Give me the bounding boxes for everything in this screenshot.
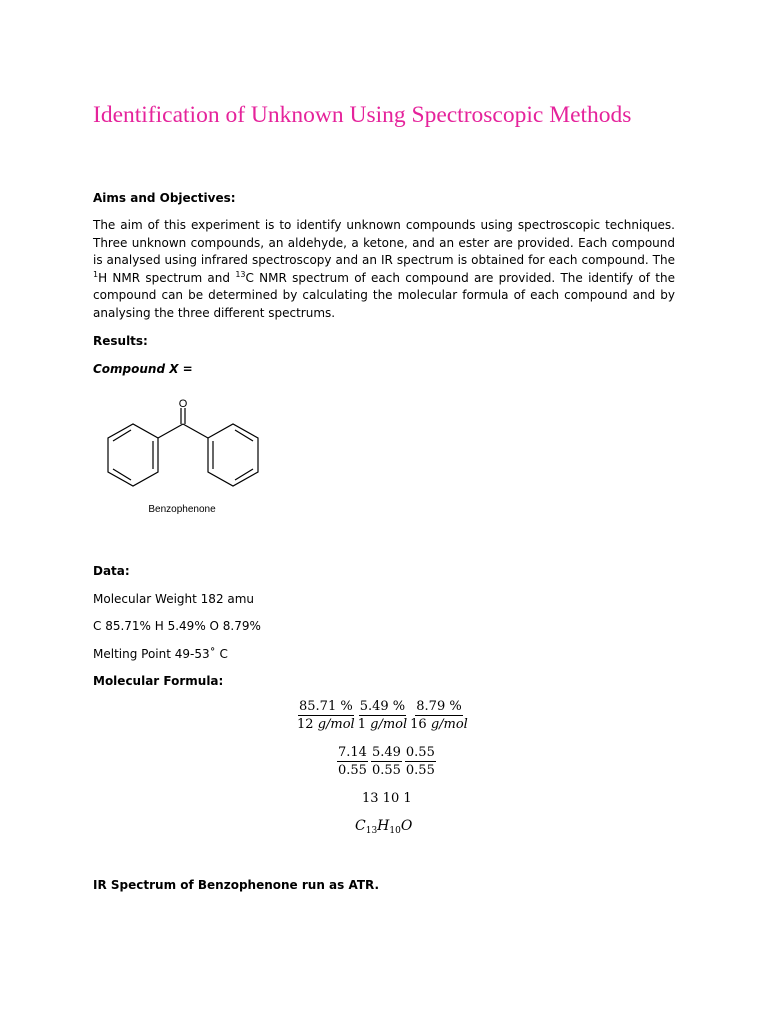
oxygen-molar-mass-unit: g/mol [430, 717, 468, 732]
hydrogen-percent: 5.49 % [359, 699, 406, 714]
molecular-formula [355, 818, 412, 836]
benzophenone-structure [100, 395, 270, 523]
oxygen-molar-mass-value: 16 [410, 717, 427, 732]
mole-ratio-fractions [337, 745, 436, 778]
right-ring-double-bond-2 [235, 430, 253, 441]
formula-hydrogen-count: 10 [389, 826, 401, 836]
left-benzene-ring [108, 424, 158, 486]
ir-spectrum-heading: IR Spectrum of Benzophenone run as ATR. [93, 878, 380, 892]
structure-bonds [108, 408, 258, 486]
right-ring-double-bond-3 [235, 469, 253, 480]
mass-percent-fractions [297, 699, 468, 732]
left-ring-double-bond-3 [113, 469, 131, 480]
oxygen-divisor: 0.55 [405, 763, 435, 778]
molecular-weight: Molecular Weight 182 amu [93, 592, 255, 606]
hydrogen-molar-mass [358, 716, 407, 732]
data-heading: Data: [93, 564, 130, 578]
formula-carbon-count: 13 [365, 826, 378, 836]
carbon-percent: 85.71 % [299, 699, 353, 714]
hydrogen-molar-mass-unit: g/mol [370, 717, 408, 732]
oxygen-ratio-fraction [405, 745, 436, 778]
hydrogen-moles: 5.49 [371, 745, 401, 760]
atom-ratio: 13 10 1 [362, 791, 412, 806]
carbon-molar-mass [297, 716, 355, 732]
carbon-fraction [297, 699, 355, 732]
oxygen-moles: 0.55 [405, 745, 435, 760]
hydrogen-molar-mass-value: 1 [357, 717, 366, 732]
carbon-ratio-fraction [337, 745, 368, 778]
right-carbonyl-bond [183, 424, 208, 438]
hydrogen-ratio-fraction [371, 745, 402, 778]
left-ring-double-bond-2 [113, 430, 131, 441]
carbon-moles: 7.14 [338, 745, 367, 760]
molecular-formula-heading: Molecular Formula: [93, 674, 224, 688]
left-carbonyl-bond [158, 424, 183, 438]
oxygen-fraction [410, 699, 468, 732]
formula-carbon: C [355, 818, 366, 834]
compound-label: Compound X = [93, 362, 193, 376]
aims-sup-1: 1 [93, 269, 99, 279]
formula-hydrogen: H [377, 818, 390, 834]
aims-text-2: H NMR spectrum and [98, 270, 236, 285]
page-title: Identification of Unknown Using Spectroscopic Methods [93, 102, 632, 128]
carbon-molar-mass-unit: g/mol [317, 717, 355, 732]
aims-text-3: C NMR spectrum of each compound are provided. The identify of the compound can be determined by calculating the molecular formula of each compound and by analysing the three different spectrums. [93, 270, 675, 320]
oxygen-atom-label: O [178, 398, 188, 410]
aims-text-1: The aim of this experiment is to identify unknown compounds using spectroscopic techniques. Three unknown compounds, an aldehyde, a ketone, and an ester are provided. Each compound is analysed using infrared spectroscopy and an IR spectrum is obtained for each compound. The [93, 218, 675, 268]
oxygen-percent: 8.79 % [416, 699, 462, 714]
melting-point: Melting Point 49-53˚ C [93, 647, 228, 661]
hydrogen-fraction [358, 699, 407, 732]
aims-paragraph [93, 217, 675, 323]
right-benzene-ring [208, 424, 258, 486]
aims-heading: Aims and Objectives: [93, 191, 236, 205]
formula-oxygen: O [400, 818, 413, 834]
elemental-composition: C 85.71% H 5.49% O 8.79% [93, 619, 261, 633]
hydrogen-divisor: 0.55 [371, 763, 401, 778]
structure-caption: Benzophenone [148, 504, 216, 515]
carbon-divisor: 0.55 [338, 763, 367, 778]
oxygen-molar-mass [410, 716, 468, 732]
aims-sup-13: 13 [235, 269, 246, 279]
results-heading: Results: [93, 334, 148, 348]
carbon-molar-mass-value: 12 [297, 717, 314, 732]
